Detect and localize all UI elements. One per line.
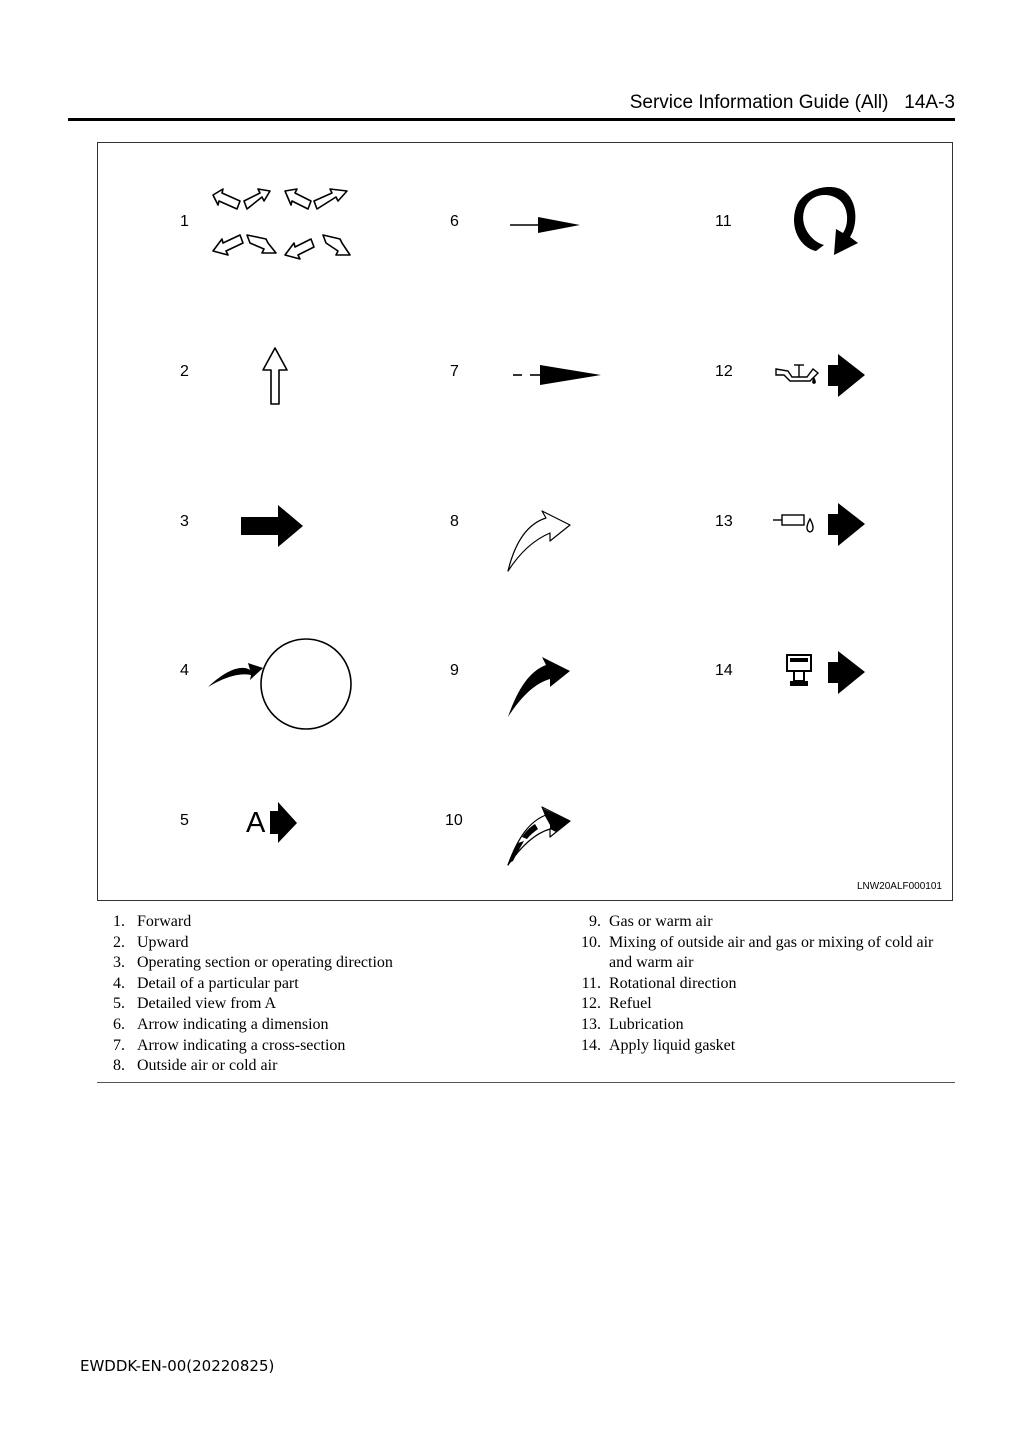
symbol-number-13: 13 [715, 513, 733, 530]
legend-item-number: 13. [581, 1015, 601, 1033]
legend-item-text: Arrow indicating a cross-section [137, 1036, 346, 1054]
legend-item-text: Outside air or cold air [137, 1057, 278, 1075]
legend-item-text: Upward [137, 933, 189, 951]
legend-item [97, 1056, 537, 1077]
legend-item-text: Apply liquid gasket [609, 1036, 736, 1054]
symbol-number-2: 2 [180, 363, 189, 380]
symbol-number-9: 9 [450, 662, 459, 679]
legend-right-column [565, 912, 955, 1056]
legend-item [97, 912, 537, 933]
refuel-icon [776, 354, 865, 397]
symbol-number-11: 11 [715, 213, 732, 230]
legend-item-number: 6. [113, 1015, 125, 1033]
mixed-air-arrow-icon [508, 807, 570, 865]
legend-item-text: Forward [137, 913, 192, 930]
legend-item-number: 14. [581, 1036, 601, 1054]
footer-document-code: EWDDK-EN-00(20220825) [80, 1357, 275, 1375]
legend-item-text: Operating section or operating direction [137, 954, 393, 972]
symbol-figure [97, 142, 953, 901]
header-title: Service Information Guide (All) [629, 92, 889, 113]
detail-view-a-icon [246, 802, 297, 843]
operating-direction-arrow-icon [241, 505, 303, 547]
symbol-number-14: 14 [715, 662, 733, 679]
warm-air-arrow-icon [508, 657, 570, 717]
dimension-arrow-icon [510, 217, 580, 233]
symbol-number-5: 5 [180, 812, 189, 829]
legend-item [565, 933, 955, 974]
legend-item-text: Rotational direction [609, 974, 737, 992]
forward-arrows-icon [213, 189, 350, 259]
legend-item [97, 933, 537, 954]
legend-item-text: Detailed view from A [137, 995, 277, 1013]
legend-item [565, 994, 955, 1015]
page-number: 14A-3 [904, 92, 955, 113]
cross-section-arrow-icon [513, 365, 601, 385]
symbol-number-10: 10 [445, 812, 463, 829]
legend-item-number: 3. [113, 954, 125, 972]
outside-air-arrow-icon [508, 511, 570, 571]
symbol-number-8: 8 [450, 513, 459, 530]
liquid-gasket-icon [787, 651, 865, 694]
legend-item-text: Gas or warm air [609, 913, 713, 930]
legend-item [565, 974, 955, 995]
legend-item-number: 7. [113, 1036, 125, 1054]
legend-item-text: Lubrication [609, 1015, 684, 1033]
legend-left-column [97, 912, 537, 1077]
legend-item [97, 1015, 537, 1036]
legend-item-text: Arrow indicating a dimension [137, 1015, 329, 1033]
symbol-number-1: 1 [180, 213, 189, 230]
legend-item-number: 4. [113, 974, 125, 992]
legend-item-number: 1. [113, 913, 125, 930]
legend-item-number: 12. [581, 995, 601, 1013]
legend-item-number: 9. [589, 913, 601, 930]
legend-item [97, 953, 537, 974]
detail-circle-icon [208, 639, 351, 729]
legend-item [97, 1036, 537, 1057]
symbol-number-4: 4 [180, 662, 189, 679]
figure-id-code: LNW20ALF000101 [856, 881, 942, 892]
legend-rule [97, 1082, 955, 1083]
symbol-number-6: 6 [450, 213, 459, 230]
symbols-canvas [98, 143, 954, 902]
rotation-arrow-icon [794, 187, 858, 255]
lubrication-icon [773, 503, 865, 546]
legend-item-number: 8. [113, 1057, 125, 1075]
header-rule [68, 118, 955, 121]
page-header [630, 92, 955, 114]
symbol-number-12: 12 [715, 363, 733, 380]
symbol-number-3: 3 [180, 513, 189, 530]
legend-item [565, 1015, 955, 1036]
legend-item-number: 11. [581, 974, 601, 992]
legend-item [97, 994, 537, 1015]
legend-item [565, 912, 955, 933]
legend-item-text: Mixing of outside air and gas or mixing of cold air and warm air [609, 933, 934, 972]
legend-item [97, 974, 537, 995]
legend-item-number: 2. [113, 933, 125, 951]
legend-item-number: 5. [113, 995, 125, 1013]
legend-item [565, 1036, 955, 1057]
legend-item-text: Detail of a particular part [137, 974, 299, 992]
legend-item-text: Refuel [609, 995, 652, 1013]
svg-text:A: A [246, 807, 266, 839]
legend-item-number: 10. [581, 933, 601, 951]
upward-arrow-icon [263, 348, 287, 404]
symbol-number-7: 7 [450, 363, 459, 380]
